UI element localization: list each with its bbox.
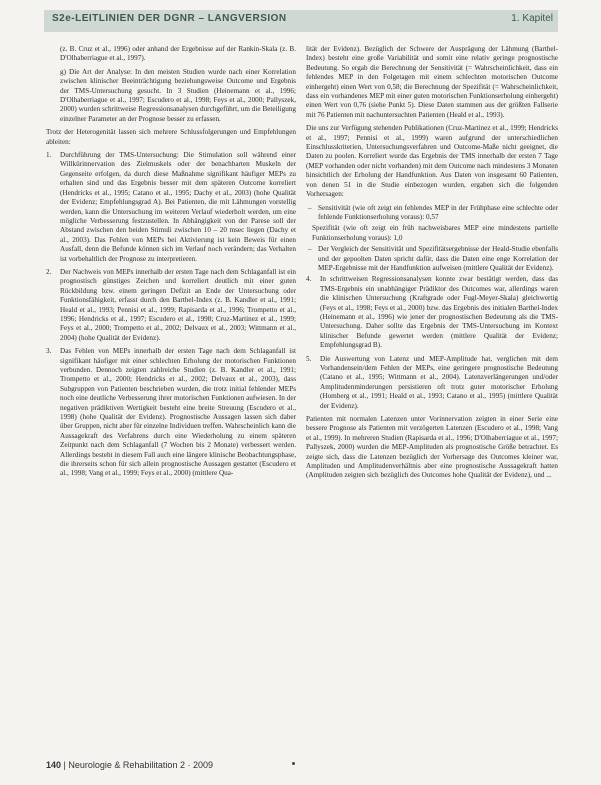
dash-item: – Der Vergleich der Sensitivität und Spezifitätsergebnisse der Heald-Studie ebenfalls und der gepoolten Daten spricht dafür, dass die Daten eine enge Korrelation der MEP-Ergebnisse mit der Handfunktion aufweisen (mittlere Qualität der Evidenz).	[308, 245, 558, 272]
paragraph: Die uns zur Verfügung stehenden Publikationen (Cruz-Martinez et al., 1999; Hendricks et al., 1997; Pennisi et al., 1999) waren aufgrund der unterschiedlichen Einschlusskriterien, Untersuchungsverfahren und Outcome-Maße nicht geeignet, die Daten zu poolen. Korreliert wurde das Ergebnis der TMS innerhalb der ersten 7 Tage (MEP vorhanden oder nicht vorhanden) mit dem Outcome nach mindestens 3 Monaten hinsichtlich der Erholung der Handfunktion. Aus Daten von insgesamt 60 Patienten, von denen 51 in die Studie einbezogen wurden, ergaben sich die folgenden Vorhersagen:	[306, 124, 558, 199]
left-column	[46, 45, 296, 483]
dash-item-text: Der Vergleich der Sensitivität und Spezifitätsergebnisse der Heald-Studie ebenfalls und der gepoolten Daten spricht dafür, dass die Daten eine enge Korrelation der MEP-Ergebnisse mit der Handfunktion aufweisen (mittlere Qualität der Evidenz).	[318, 245, 558, 272]
page-number: 140	[46, 760, 62, 770]
dash-item: – Sensitivität (wie oft zeigt ein fehlendes MEP in der Frühphase eine schlechte oder fehlende Funktionserholung voraus): 0,57	[308, 203, 558, 221]
footer-dot	[292, 762, 295, 765]
paragraph: (z. B. Cruz et al., 1996) oder anhand der Ergebnisse auf der Rankin-Skala (z. B. D'Olhaberriague et al., 1997).	[60, 45, 296, 63]
paragraph: Patienten mit normalen Latenzen unter Vorinnervation zeigten in einer Serie eine bessere Prognose als Patienten mit verzögerten Latenzen (Escudero et al., 1998; Vang et al., 1999). In mehreren Studien (Rapisarda et al., 1996; D'Olhaberriague et al., 1997; Pallyszek, 2000) wurden die MEP-Amplituden als prognostische Größe betrachtet. Es zeigte sich, dass die Latenzen bezüglich der Vorhersage des Outcomes kleiner war, Amplituden und Amplitudenverhältnis aber eine prognostische Aussagekraft hatten (Amplituden zeigten sich bezüglich des Outcomes hohe Qualität der Evidenz), und ...	[306, 415, 558, 480]
list-item: 4. In schrittweisen Regressionsanalysen konnte zwar bestätigt werden, dass das TMS-Ergebnis ein unabhängiger Prädiktor des Outcomes war, allerdings waren die klinischen Untersuchung (Kraftgrade oder Fugl-Meyer-Skala) gleichwertig (Feys et al., 1998; Feys et al., 2000) bzw. das Ergebnis des initialen Barthel-Index (Heinemann et al., 1996) wie jener der prognostischen Bedeutung als die TMS-Untersuchung. Daher sollte das Ergebnis der TMS-Untersuchung im Kontext klinischer Befunde gewertet werden (mittlere Qualität der Evidenz; Empfehlungsgrad B).	[306, 275, 558, 350]
dash-item	[306, 224, 558, 243]
list-item: 2. Der Nachweis von MEPs innerhalb der ersten Tage nach dem Schlaganfall ist ein prognostisch günstiges Zeichen und korreliert deutlich mit einer guten Rückbildung bzw. einem geringen Defizit an Ende der Untersuchung oder Funktionsfähigkeit, erfasst durch den Barthel-Index (z. B. Kandler et al., 1991; Heald et al., 1993; Pennisi et al., 1999; Rapisarda et al., 1996; Trompetto et al., 1996; Hendricks et al., 1997; Escudero et al., 1998; Cruz-Martinez et al., 1999; Feys et al., 2000; Trompetto et al., 2002; Delvaux et al., 2003; Wittmann et al., 2004) (hohe Qualität der Evidenz).	[46, 267, 296, 342]
page-header	[0, 0, 601, 40]
dash-item-text: Sensitivität (wie oft zeigt ein fehlendes MEP in der Frühphase eine schlechte oder fehlende Funktionserholung voraus): 0,57	[318, 203, 558, 221]
header-chapter: 1. Kapitel	[511, 13, 553, 24]
right-column	[306, 45, 558, 485]
paragraph: g) Die Art der Analyse: In den meisten Studien wurde nach einer Korrelation zwischen klinischer Beeinträchtigung beziehungsweise Outcome und Ergebnis der TMS-Untersuchung gesucht. In 3 Studien (Heinemann et al., 1996; D'Olhaberriague et al., 1997; Escudero et al., 1998; Feys et al., 2000; Pallyszek, 2000) wurden schrittweise Regressionsanalysen durchgeführt, um die Beteiligung einzelner Parameter an der Prognose besser zu erfassen.	[60, 67, 296, 123]
list-item: 1. Durchführung der TMS-Untersuchung: Die Stimulation soll während einer Willkürinnervation des Zielmuskels oder der benachbarten Muskeln der Gegenseite erfolgen, da durch diese Maßnahme signifikant häufiger MEPs zu erhalten sind und das Ergebnis besser mit dem späteren Outcome korreliert (Hendricks et al., 1995; Catano et al., 1995; Dachy et al., 2003) (hohe Qualität der Evidenz; Empfehlungsgrad A). Bei Patienten, die mit Lähmungen vorstellig werden, kann die Untersuchung im weiteren Verlauf wiederholt werden, um eine mögliche Verbesserung festzustellen. In Abhängigkeit von der Parese soll der Abstand zwischen den beiden Stimuli zwischen 10 – 20 msec liegen (Dachy et al., 2003). Das Fehlen von MEPs bei Aktivierung ist kein Beweis für einen Ausfall, denn die Befunde können sich im Verlauf noch verändern; das Verhalten ist vorbehaltlich der Prognose zu interpretieren.	[46, 151, 296, 263]
paragraph: Trotz der Heterogenität lassen sich mehrere Schlussfolgerungen und Empfehlungen ableiten:	[46, 128, 296, 146]
header-title: S2e-LEITLINIEN DER DGNR – LANGVERSION	[52, 13, 287, 24]
list-item: 5. Die Auswertung von Latenz und MEP-Amplitude hat, verglichen mit dem Vorhandensein/dem Fehlen der MEPs, eine geringere prognostische Bedeutung (Catano et al., 1995; Wittmann et al., 2004). Latenzverlängerungen und/oder Amplitudenminderungen persistieren oft trotz guter motorischer Erholung (Homberg et al., 1991; Heald et al., 1993; Catano et al., 1995) (mittlere Qualität der Evidenz).	[306, 354, 558, 410]
list-item-text: In schrittweisen Regressionsanalysen konnte zwar bestätigt werden, dass das TMS-Ergebnis ein unabhängiger Prädiktor des Outcomes war, allerdings waren die klinischen Untersuchung (Kraftgrade oder Fugl-Meyer-Skala) gleichwertig (Feys et al., 1998; Feys et al., 2000) bzw. das Ergebnis des initialen Barthel-Index (Heinemann et al., 1996) wie jener der prognostischen Bedeutung als die TMS-Untersuchung. Daher sollte das Ergebnis der TMS-Untersuchung im Kontext klinischer Befunde gewertet werden (mittlere Qualität der Evidenz; Empfehlungsgrad B).	[320, 275, 558, 350]
page-footer: 140 | Neurologie & Rehabilitation 2 · 2009	[46, 760, 213, 770]
list-item-text: Die Auswertung von Latenz und MEP-Amplitude hat, verglichen mit dem Vorhandensein/dem Fehlen der MEPs, eine geringere prognostische Bedeutung (Catano et al., 1995; Wittmann et al., 2004). Latenzverlängerungen und/oder Amplitudenminderungen persistieren oft trotz guter motorischer Erholung (Homberg et al., 1991; Heald et al., 1993; Catano et al., 1995) (mittlere Qualität der Evidenz).	[320, 354, 558, 410]
list-item-text: Der Nachweis von MEPs innerhalb der ersten Tage nach dem Schlaganfall ist ein prognostisch günstiges Zeichen und korreliert deutlich mit einer guten Rückbildung bzw. einem geringen Defizit an Ende der Untersuchung oder Funktionsfähigkeit, erfasst durch den Barthel-Index (z. B. Kandler et al., 1991; Heald et al., 1993; Pennisi et al., 1999; Rapisarda et al., 1996; Trompetto et al., 1996; Hendricks et al., 1997; Escudero et al., 1998; Cruz-Martinez et al., 1999; Feys et al., 2000; Trompetto et al., 2002; Delvaux et al., 2003; Wittmann et al., 2004) (hohe Qualität der Evidenz).	[60, 267, 296, 342]
list-item-text: Das Fehlen von MEPs innerhalb der ersten Tage nach dem Schlaganfall ist signifikant häufiger mit einer schlechten Erholung der motorischen Funktionen verbunden. Dennoch zeigten zahlreiche Studien (z. B. Kandler et al., 1991; Trompetto et al., 2000; Hendricks et al., 2002; Delvaux et al., 2003), dass Subgruppen von Patienten beschrieben wurden, die trotz initial fehlender MEPs noch eine deutliche Verbesserung ihrer motorischen Funktionen aufwiesen. In der negativen prädiktiven Wertigkeit besteht eine breite Streuung (Escudero et al., 1998) (hohe Qualität der Evidenz). Prognostische Aussagen lassen sich daher über Gruppen, nicht aber für einzelne Individuen treffen. Wahrscheinlich kann die Aussagekraft des Verfahrens durch eine Wiederholung zu einem späteren Zeitpunkt nach dem Schlaganfall (7 Wochen bis 2 Monate) verbessert werden. Allerdings besteht in diesem Fall auch eine längere klinische Beobachtungsphase, die ihrerseits schon für sich allein prognostische Aussagen gestattet (Escudero et al., 1998; Vang et al., 1999; Feys et al., 2000) (mittlere Qua-	[60, 347, 296, 478]
paragraph: lität der Evidenz). Bezüglich der Schwere der Ausprägung der Lähmung (Barthel-Index) besteht eine große Variabilität und somit eine relativ geringe prognostische Bedeutung. So ergab die Berechnung der Sensitivität (= Wahrscheinlichkeit, dass ein fehlendes MEP in den Folgetagen mit einem schlechten motorischen Outcome einhergeht) einen Wert von 0,58; die Berechnung der Spezifität (= Wahrscheinlichkeit, dass ein vorhandenes MEP mit einer guten motorischen Funktionserholung einhergeht) einen Wert von 0,76 (siehe Punkt 5). Diese Daten stammen aus der größten Fallserie mit 76 Patienten mit nachuntersuchten Patienten (Heald et al., 1993).	[306, 45, 558, 119]
dash-item-text: Spezifität (wie oft zeigt ein früh nachweisbares MEP eine mindestens partielle Funktionserholung voraus): 1,0	[312, 224, 558, 242]
journal-name: Neurologie & Rehabilitation 2 · 2009	[68, 760, 213, 770]
list-item-text: Durchführung der TMS-Untersuchung: Die Stimulation soll während einer Willkürinnervation des Zielmuskels oder der benachbarten Muskeln der Gegenseite erfolgen, da durch diese Maßnahme signifikant häufiger MEPs zu erhalten sind und das Ergebnis besser mit dem späteren Outcome korreliert (Hendricks et al., 1995; Catano et al., 1995; Dachy et al., 2003) (hohe Qualität der Evidenz; Empfehlungsgrad A). Bei Patienten, die mit Lähmungen vorstellig werden, kann die Untersuchung im weiteren Verlauf wiederholt werden, um eine mögliche Verbesserung festzustellen. In Abhängigkeit von der Parese soll der Abstand zwischen den beiden Stimuli zwischen 10 – 20 msec liegen (Dachy et al., 2003). Das Fehlen von MEPs bei Aktivierung ist kein Beweis für einen Ausfall, denn die Befunde können sich im Verlauf noch verändern; das Verhalten ist vorbehaltlich der Prognose zu interpretieren.	[60, 151, 296, 263]
list-item: 3. Das Fehlen von MEPs innerhalb der ersten Tage nach dem Schlaganfall ist signifikant häufiger mit einer schlechten Erholung der motorischen Funktionen verbunden. Dennoch zeigten zahlreiche Studien (z. B. Kandler et al., 1991; Trompetto et al., 2000; Hendricks et al., 2002; Delvaux et al., 2003), dass Subgruppen von Patienten beschrieben wurden, die trotz initial fehlender MEPs noch eine deutliche Verbesserung ihrer motorischen Funktionen aufwiesen. In der negativen prädiktiven Wertigkeit besteht eine breite Streuung (Escudero et al., 1998) (hohe Qualität der Evidenz). Prognostische Aussagen lassen sich daher über Gruppen, nicht aber für einzelne Individuen treffen. Wahrscheinlich kann die Aussagekraft des Verfahrens durch eine Wiederholung zu einem späteren Zeitpunkt nach dem Schlaganfall (7 Wochen bis 2 Monate) verbessert werden. Allerdings besteht in diesem Fall auch eine längere klinische Beobachtungsphase, die ihrerseits schon für sich allein prognostische Aussagen gestattet (Escudero et al., 1998; Vang et al., 1999; Feys et al., 2000) (mittlere Qua-	[46, 347, 296, 478]
